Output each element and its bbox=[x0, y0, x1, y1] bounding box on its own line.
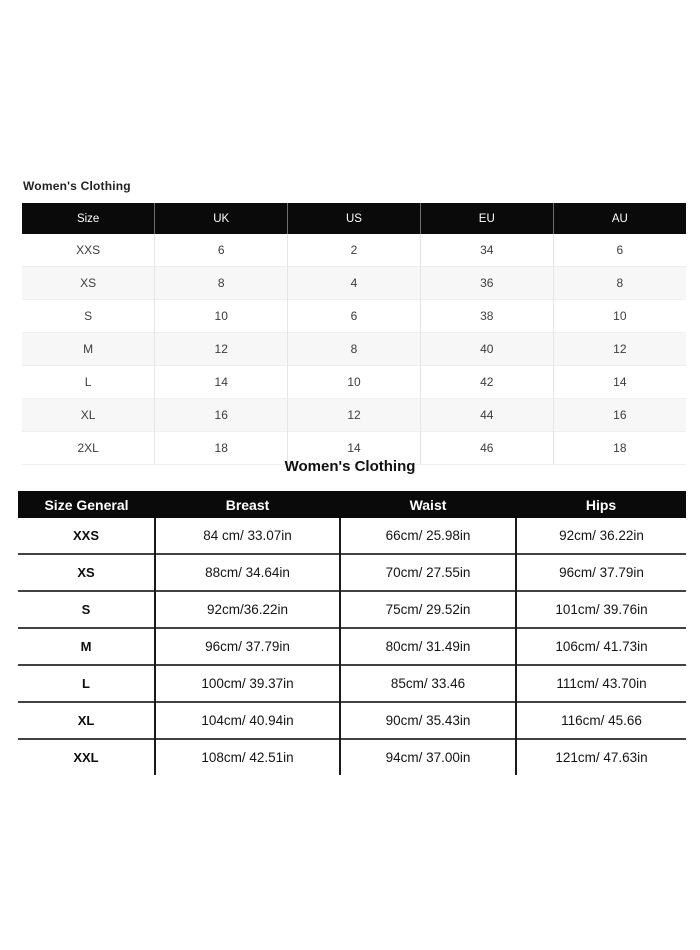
column-header-uk: UK bbox=[155, 203, 288, 234]
size-cell: L bbox=[22, 366, 155, 399]
table-row bbox=[18, 554, 686, 591]
au-cell: 6 bbox=[553, 234, 686, 267]
table-row bbox=[18, 628, 686, 665]
international-size-table bbox=[22, 203, 686, 465]
breast-cell: 100cm/ 39.37in bbox=[155, 665, 340, 702]
waist-cell: 94cm/ 37.00in bbox=[340, 739, 516, 775]
breast-cell: 96cm/ 37.79in bbox=[155, 628, 340, 665]
size-chart-label: Women's Clothing bbox=[23, 179, 131, 193]
breast-cell: 92cm/36.22in bbox=[155, 591, 340, 628]
hips-cell: 111cm/ 43.70in bbox=[516, 665, 686, 702]
breast-cell: 104cm/ 40.94in bbox=[155, 702, 340, 739]
hips-cell: 96cm/ 37.79in bbox=[516, 554, 686, 591]
size-cell: XS bbox=[22, 267, 155, 300]
size-general-cell: XXL bbox=[18, 739, 155, 775]
uk-cell: 12 bbox=[155, 333, 288, 366]
waist-cell: 70cm/ 27.55in bbox=[340, 554, 516, 591]
column-header-au: AU bbox=[553, 203, 686, 234]
table-row bbox=[18, 518, 686, 554]
eu-cell: 44 bbox=[420, 399, 553, 432]
waist-cell: 80cm/ 31.49in bbox=[340, 628, 516, 665]
breast-cell: 88cm/ 34.64in bbox=[155, 554, 340, 591]
size-general-cell: XXS bbox=[72, 528, 99, 543]
table-row bbox=[18, 591, 686, 628]
size-cell: 2XL bbox=[22, 432, 155, 465]
column-header-size-general: Size General bbox=[18, 491, 155, 518]
table-row bbox=[22, 399, 686, 432]
us-cell: 6 bbox=[288, 300, 421, 333]
au-cell: 12 bbox=[553, 333, 686, 366]
au-cell: 14 bbox=[553, 366, 686, 399]
au-cell: 10 bbox=[553, 300, 686, 333]
au-cell: 16 bbox=[553, 399, 686, 432]
table-header-row bbox=[22, 203, 686, 234]
column-header-waist: Waist bbox=[340, 491, 516, 518]
hips-cell: 116cm/ 45.66 bbox=[516, 702, 686, 739]
size-cell: XL bbox=[22, 399, 155, 432]
uk-cell: 8 bbox=[155, 267, 288, 300]
column-header-eu: EU bbox=[420, 203, 553, 234]
breast-cell: 108cm/ 42.51in bbox=[155, 739, 340, 775]
table-header-row bbox=[18, 491, 686, 518]
size-cell: XXS bbox=[76, 243, 101, 257]
column-header-breast: Breast bbox=[155, 491, 340, 518]
us-cell: 10 bbox=[288, 366, 421, 399]
eu-cell: 40 bbox=[420, 333, 553, 366]
us-cell: 8 bbox=[288, 333, 421, 366]
uk-cell: 10 bbox=[155, 300, 288, 333]
table-row bbox=[22, 333, 686, 366]
hips-cell: 101cm/ 39.76in bbox=[516, 591, 686, 628]
hips-cell: 106cm/ 41.73in bbox=[516, 628, 686, 665]
waist-cell: 66cm/ 25.98in bbox=[340, 518, 516, 554]
size-general-cell: M bbox=[18, 628, 155, 665]
eu-cell: 46 bbox=[420, 432, 553, 465]
eu-cell: 42 bbox=[420, 366, 553, 399]
size-general-cell: XL bbox=[18, 702, 155, 739]
column-header-size: Size bbox=[22, 203, 155, 234]
uk-cell: 18 bbox=[155, 432, 288, 465]
us-cell: 2 bbox=[288, 234, 421, 267]
table-row bbox=[18, 665, 686, 702]
breast-cell: 84 cm/ 33.07in bbox=[155, 518, 340, 554]
au-cell: 8 bbox=[553, 267, 686, 300]
size-general-cell: S bbox=[18, 591, 155, 628]
column-header-us: US bbox=[288, 203, 421, 234]
us-cell: 14 bbox=[288, 432, 421, 465]
table-row bbox=[18, 739, 686, 775]
au-cell: 18 bbox=[553, 432, 686, 465]
table-row bbox=[22, 267, 686, 300]
us-cell: 4 bbox=[288, 267, 421, 300]
eu-cell: 36 bbox=[420, 267, 553, 300]
eu-cell: 38 bbox=[420, 300, 553, 333]
measurement-table-title: Women's Clothing bbox=[284, 458, 416, 475]
waist-cell: 90cm/ 35.43in bbox=[340, 702, 516, 739]
waist-cell: 75cm/ 29.52in bbox=[340, 591, 516, 628]
table-row bbox=[22, 300, 686, 333]
size-cell: S bbox=[22, 300, 155, 333]
size-general-cell: XS bbox=[18, 554, 155, 591]
size-general-cell: L bbox=[18, 665, 155, 702]
table-row bbox=[22, 366, 686, 399]
uk-cell: 6 bbox=[155, 234, 288, 267]
size-cell: M bbox=[22, 333, 155, 366]
eu-cell: 34 bbox=[420, 234, 553, 267]
waist-cell: 85cm/ 33.46 bbox=[340, 665, 516, 702]
column-header-hips: Hips bbox=[516, 491, 686, 518]
table-row bbox=[18, 702, 686, 739]
us-cell: 12 bbox=[288, 399, 421, 432]
table-row bbox=[22, 234, 686, 267]
measurement-size-table bbox=[18, 491, 686, 775]
uk-cell: 14 bbox=[155, 366, 288, 399]
uk-cell: 16 bbox=[155, 399, 288, 432]
hips-cell: 92cm/ 36.22in bbox=[516, 518, 686, 554]
hips-cell: 121cm/ 47.63in bbox=[516, 739, 686, 775]
